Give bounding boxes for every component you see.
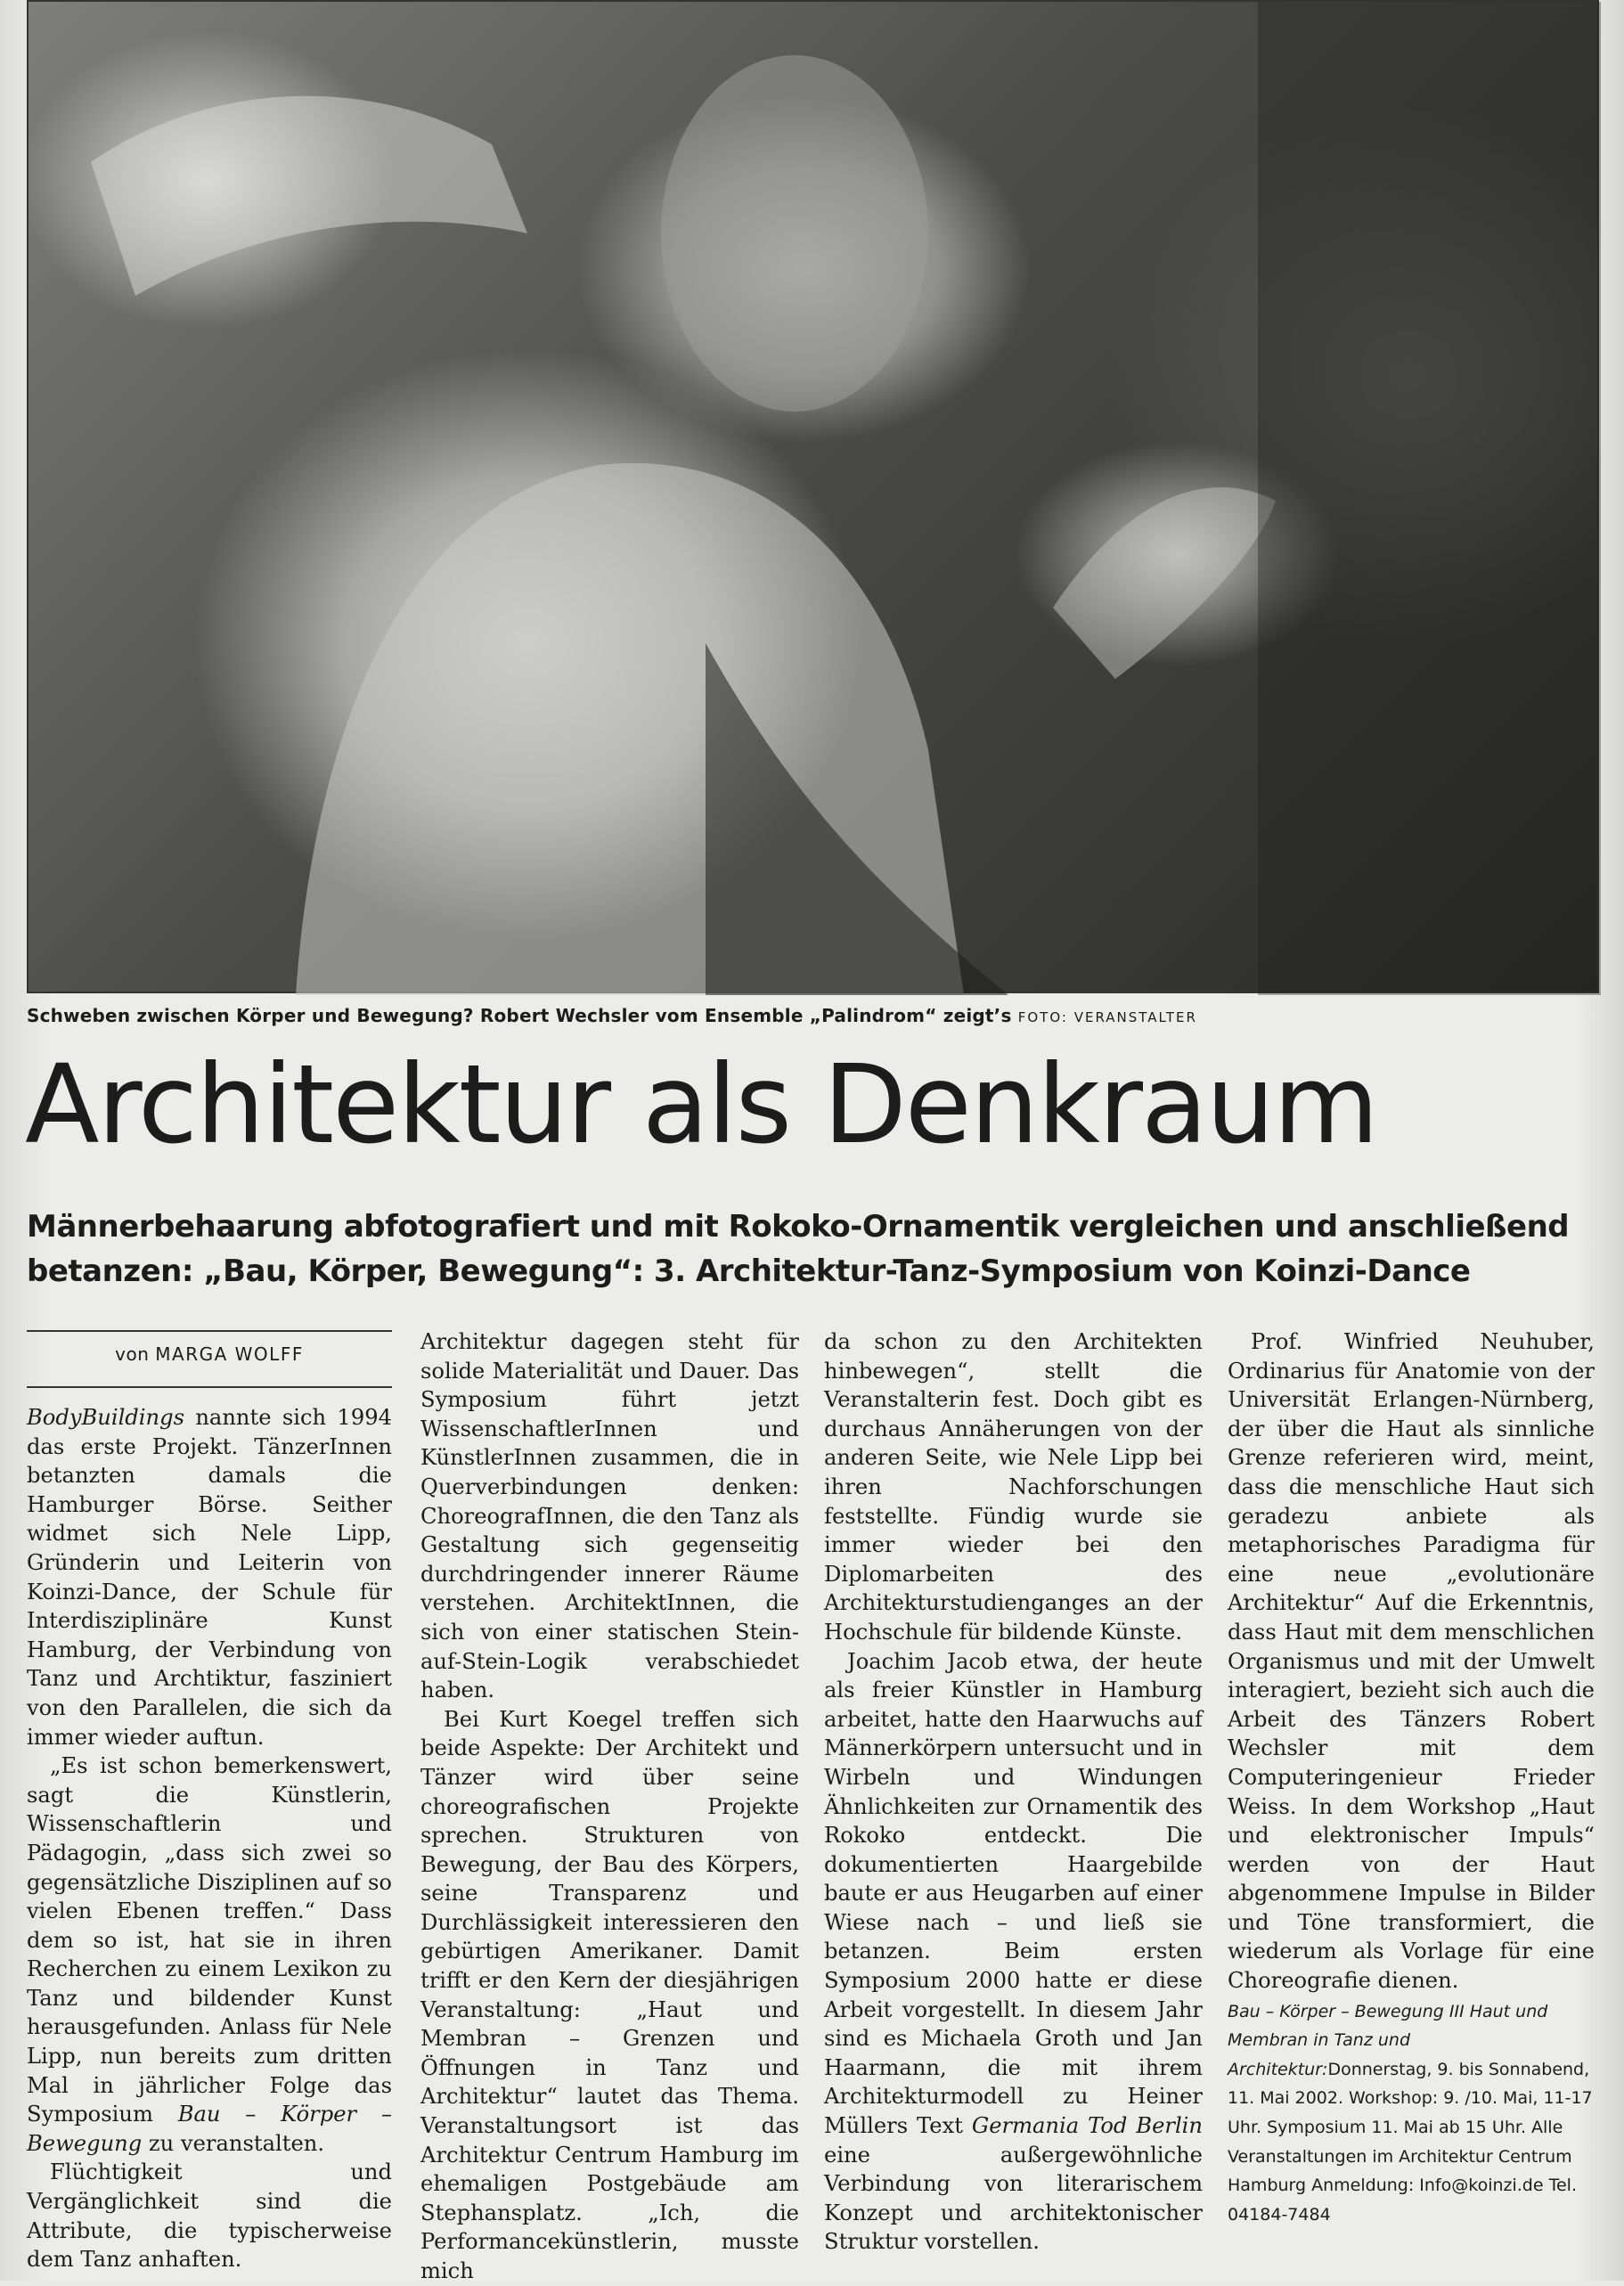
paragraph: BodyBuildings nannte sich 1994 das erste Projekt. TänzerInnen betanzten damals die Hamburger Börse. Seither widmet sich Nele Lipp, Gründerin und Leiterin von Koinzi-Dance, der Schule für Interdisziplinäre Kunst Hamburg, der Verbindung von Tanz und Archtiktur, fasziniert von den Parallelen, die sich da immer wieder auftun. <box>27 1405 392 1750</box>
article-column-1 <box>27 1403 392 2274</box>
paragraph: „Es ist schon bemerkenswert, sagt die Künstlerin, Wissenschaftlerin und Pädagogin, „dass sich zwei so gegensätzliche Disziplinen auf so vielen Ebenen treffen.“ Dass dem so ist, hat sie in ihren Recherchen zu einem Lexikon zu Tanz und bildender Kunst herausgefunden. Anlass für Nele Lipp, nun bereits zum dritten Mal in jährlicher Folge das Symposium Bau – Körper – Bewegung zu veranstalten. <box>27 1753 392 2156</box>
photo-caption <box>27 1005 1599 1026</box>
article-deck: Männerbehaarung abfotografiert und mit Rokoko-Ornamentik vergleichen und anschließend betanzen: „Bau, Körper, Bewegung“: 3. Architektur-Tanz-Symposium von Koinzi-Dance <box>27 1209 1570 1289</box>
paragraph: Prof. Winfried Neuhuber, Ordinarius für Anatomie von der Universität Erlangen-Nürnberg, der über die Haut als sinnliche Grenze referieren wird, meint, dass die menschliche Haut sich geradezu anbiete als metaphorisches Paradigma für eine neue „evolutionäre Architektur“ Auf die Erkenntnis, dass Haut mit dem menschlichen Organismus und mit der Umwelt interagiert, bezieht sich auch die Arbeit des Tänzers Robert Wechsler mit dem Computeringenieur Frieder Weiss. In dem Workshop „Haut und elektronischer Impuls“ werden von der Haut abgenommene Impulse in Bilder und Töne transformiert, die wiederum als Vorlage für eine Choreografie dienen. <box>1228 1329 1595 1994</box>
dancer-photo-icon <box>29 2 1601 995</box>
article-headline: Architektur als Denkraum <box>25 1041 1377 1168</box>
paragraph: da schon zu den Architekten hinbewegen“, stellt die Veranstalterin fest. Doch gibt es durchaus Annäherungen von der anderen Seite, wie Nele Lipp bei ihren Nachforschungen feststellte. Fündig wurde sie immer wieder bei den Diplomarbeiten des Architekturstudienganges an der Hochschule für bildende Künste. <box>824 1329 1203 1645</box>
event-details: Donnerstag, 9. bis Sonnabend, 11. Mai 2002. Workshop: 9. /10. Mai, 11-17 Uhr. Symposium 11. Mai ab 15 Uhr. Alle Veranstaltungen im Architektur Centrum Hamburg Anmeldung: Info@koinzi.de Tel. 04184-7484 <box>1228 2059 1593 2225</box>
byline-prefix: von <box>115 1343 150 1365</box>
byline <box>27 1343 392 1365</box>
text-title: Germania Tod Berlin <box>971 2113 1203 2139</box>
byline-rule-top <box>27 1330 392 1332</box>
article-column-3 <box>824 1327 1203 2257</box>
paragraph: Bei Kurt Koegel treffen sich beide Aspekte: Der Architekt und Tänzer wird über seine choreografischen Projekte sprechen. Strukturen von Bewegung, der Bau des Körpers, seine Transparenz und Durchlässigkeit interessieren den gebürtigen Amerikaner. Damit trifft er den Kern der diesjährigen Veranstaltung: „Haut und Membran – Grenzen und Öffnungen in Tanz und Architektur“ lautet das Thema. Veranstaltungsort ist das Architektur Centrum Hamburg im ehemaligen Postgebäude am Stephansplatz. „Ich, die Performancekünstlerin, musste mich <box>420 1706 799 2283</box>
project-title: BodyBuildings <box>27 1405 185 1430</box>
caption-text: Schweben zwischen Körper und Bewegung? Robert Wechsler vom Ensemble „Palindrom“ zeigt’s <box>27 1005 1012 1026</box>
article-photo <box>27 0 1599 993</box>
event-info-box <box>1228 1997 1595 2230</box>
article-column-2 <box>420 1327 799 2286</box>
article-column-4 <box>1228 1327 1595 2229</box>
byline-rule-bottom <box>27 1386 392 1388</box>
paragraph: Flüchtigkeit und Vergänglichkeit sind die Attribute, die typischerweise dem Tanz anhaften. <box>27 2159 392 2273</box>
paragraph: Joachim Jacob etwa, der heute als freier Künstler in Hamburg arbeitet, hatte den Haarwuchs auf Männerkörpern untersucht und in Wirbeln und Windungen Ähnlichkeiten zur Ornamentik des Rokoko entdeckt. Die dokumentierten Haargebilde baute er aus Heugarben auf einer Wiese nach – und ließ sie betanzen. Beim ersten Symposium 2000 hatte er diese Arbeit vorgestellt. In diesem Jahr sind es Michaela Groth und Jan Haarmann, die mit ihrem Architekturmodell zu Heiner Müllers Text Germania Tod Berlin eine außergewöhnliche Verbindung von literarischem Konzept und architektonischer Struktur vorstellen. <box>824 1648 1203 2255</box>
paragraph: Architektur dagegen steht für solide Materialität und Dauer. Das Symposium führt jetzt WissenschaftlerInnen und KünstlerInnen zusammen, die in Querverbindungen denken: ChoreografInnen, die den Tanz als Gestaltung sich gegenseitig durchdringender innerer Räume verstehen. ArchitektInnen, die sich von einer statischen Stein-auf-Stein-Logik verabschiedet haben. <box>420 1329 799 1703</box>
photo-credit: FOTO: VERANSTALTER <box>1017 1009 1197 1025</box>
event-title: Bau – Körper – Bewegung III Haut und Membran in Tanz und Architektur: <box>1228 2001 1548 2079</box>
symposium-title: Bau – Körper – Bewegung <box>27 2102 392 2156</box>
byline-author: MARGA WOLFF <box>155 1343 304 1365</box>
